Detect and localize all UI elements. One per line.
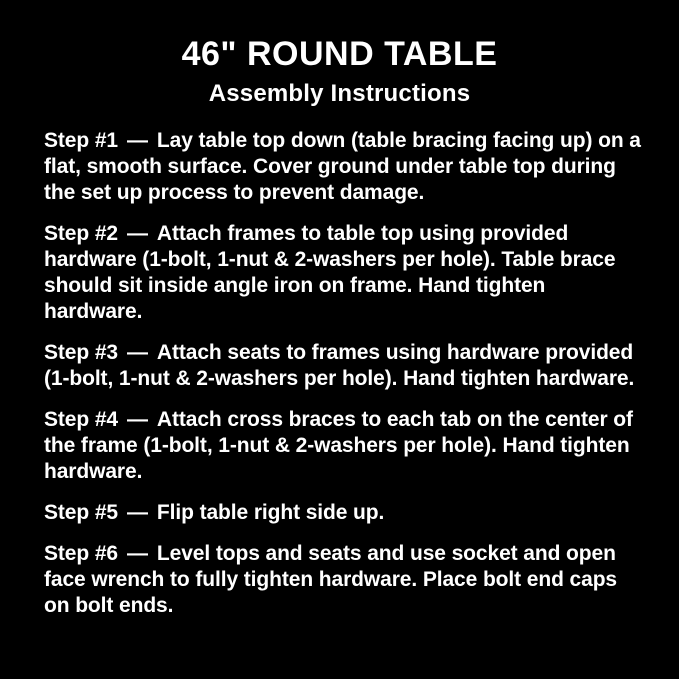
step-item-1 [44,128,644,206]
step-text: Lay table top down (table bracing facing up) on a flat, smooth surface. Cover ground under table top during the set up process to prevent damage. [44,129,641,204]
page-title: 46" ROUND TABLE [181,35,498,73]
step-text: Attach cross braces to each tab on the center of the frame (1-bolt, 1-nut & 2-washers per hole). Hand tighten hardware. [44,408,633,483]
step-item-5 [44,500,644,526]
step-separator-dash: — [127,408,148,431]
step-separator-dash: — [127,501,148,524]
step-item-2 [44,221,644,325]
step-label: Step #3 [44,341,118,364]
step-text: Level tops and seats and use socket and open face wrench to fully tighten hardware. Place bolt end caps on bolt ends. [44,542,618,617]
step-text: Attach seats to frames using hardware provided (1-bolt, 1-nut & 2-washers per hole). Hand tighten hardware. [44,341,635,390]
header [0,0,679,109]
step-item-4 [44,407,644,485]
step-item-6 [44,541,644,619]
step-text: Attach frames to table top using provided hardware (1-bolt, 1-nut & 2-washers per hole). Table brace should sit inside angle iron on frame. Hand tighten hardware. [44,222,616,323]
step-separator-dash: — [127,542,148,565]
step-separator-dash: — [127,129,148,152]
step-text: Flip table right side up. [156,501,385,524]
steps-list [0,109,679,619]
step-item-3 [44,340,644,392]
step-separator-dash: — [127,341,148,364]
step-label: Step #6 [44,542,118,565]
step-label: Step #5 [44,501,118,524]
page-subtitle: Assembly Instructions [208,80,471,107]
step-label: Step #1 [44,129,118,152]
step-separator-dash: — [127,222,148,245]
step-label: Step #4 [44,408,118,431]
step-label: Step #2 [44,222,118,245]
